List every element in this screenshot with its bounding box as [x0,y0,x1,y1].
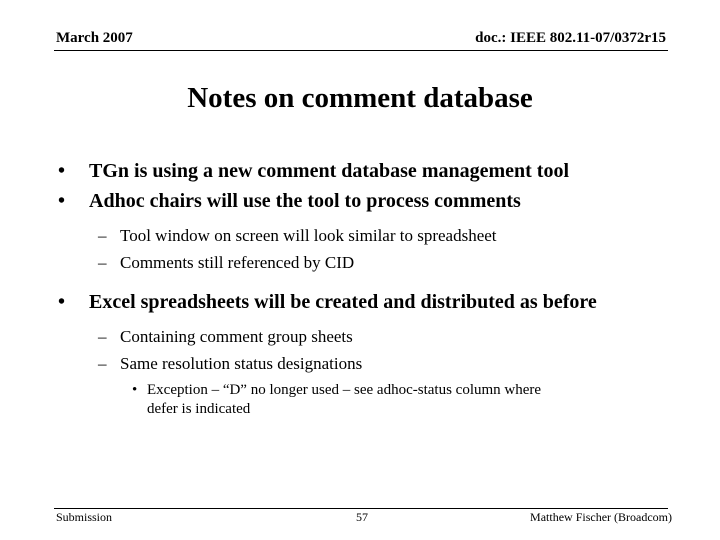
sub-item-text: Tool window on screen will look similar to spreadsheet [120,226,497,245]
sub-item-3-2 [58,354,658,373]
bullet-marker: • [58,160,66,182]
bullet-item-2 [58,190,658,213]
footer-author: Matthew Fischer (Broadcom) [530,510,672,524]
sub-sub-item-text: Exception – “D” no longer used – see adhoc-status column where defer is indicated [147,382,542,417]
header-divider [54,50,668,51]
sub-item-text: Comments still referenced by CID [120,253,355,272]
dash-marker: – [98,253,107,272]
dash-marker: – [98,226,107,245]
bullet-text: Adhoc chairs will use the tool to process comments [89,190,521,212]
sub-item-3-1 [58,327,658,346]
bullet-marker: • [58,291,66,313]
footer-divider [54,508,668,509]
sub-item-2-1 [58,226,658,245]
slide-body [58,160,658,419]
header-date: March 2007 [56,30,133,46]
sub-item-text: Same resolution status designations [120,354,363,373]
bullet-marker: • [58,190,66,212]
bullet-text: Excel spreadsheets will be created and distributed as before [89,291,597,313]
bullet-item-1 [58,160,658,183]
small-bullet-marker: • [132,382,138,398]
dash-marker: – [98,327,107,346]
footer-page-number: 57 [356,510,368,524]
footer-submission: Submission [56,510,113,524]
dash-marker: – [98,354,107,373]
bullet-item-3 [58,291,658,314]
sub-item-text: Containing comment group sheets [120,327,353,346]
slide-title: Notes on comment database [187,82,533,114]
bullet-text: TGn is using a new comment database management tool [89,160,570,182]
sub-item-2-2 [58,253,658,272]
sub-sub-item-3-2-1 [58,381,557,419]
header-doc-id: doc.: IEEE 802.11-07/0372r15 [475,30,666,46]
